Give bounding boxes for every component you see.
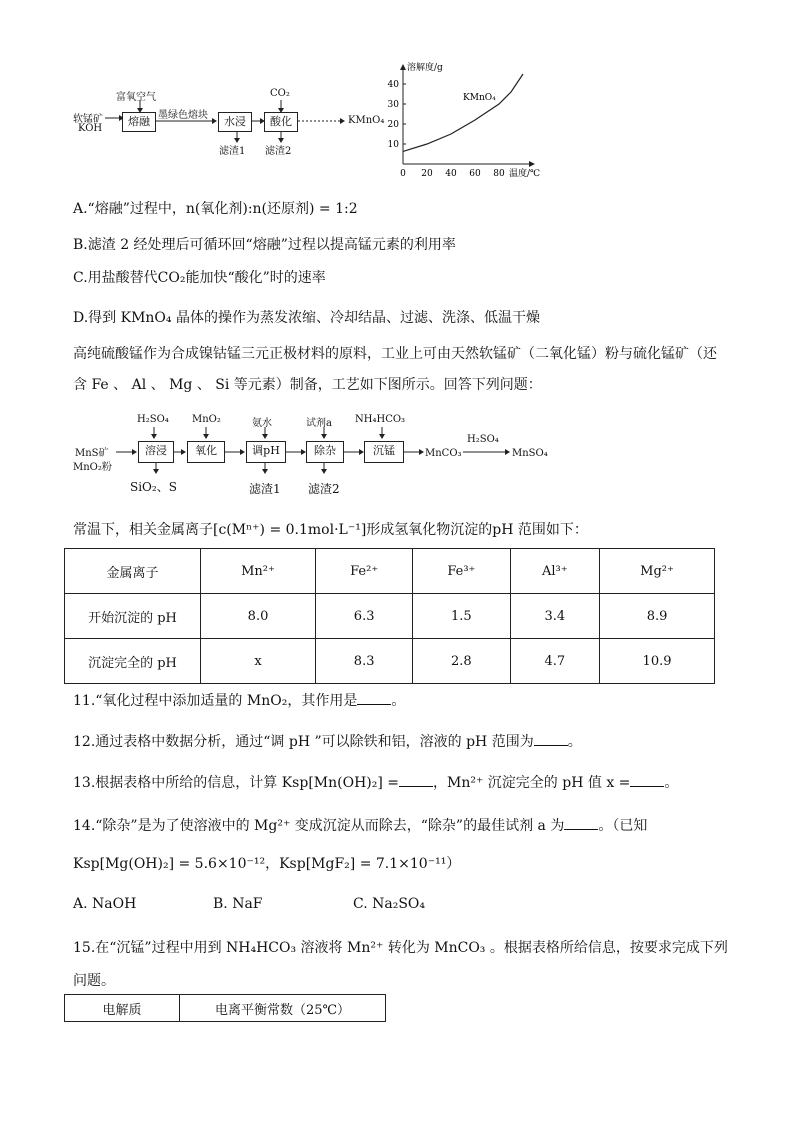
ph-table-header-row [65,549,715,594]
ph-table-header-cell: Fe³⁺ [413,549,510,594]
flow2-reagent1-arrow [150,427,158,441]
question-14 [73,815,647,835]
question-11-end: 。 [391,693,406,709]
question-15-line-1: 15.在“沉锰”过程中用到 NH₄HCO₃ 溶液将 Mn²⁺ 转化为 MnCO₃ 。根据表格所给信息，按要求完成下列 [73,940,728,956]
ph-table-cell: x [201,639,316,684]
flow1-air-label: 富氧空气 [116,92,156,103]
answer-blank[interactable] [399,774,433,787]
flow2-reagent-h2so4: H₂SO₄ [137,414,169,425]
flow1-input-1: 软锰矿 [73,114,103,125]
flow2-reagent5-arrow [378,427,386,441]
question-13 [73,772,678,792]
intro-line-2: 含 Fe 、 Al 、 Mg 、 Si 等元素）制备，工艺如下图所示。回答下列问题： [73,377,542,393]
flow2-step-dissolve: 溶浸 [138,441,174,463]
solubility-chart [378,62,548,187]
answer-blank[interactable] [357,692,391,705]
flow2-arrow-3 [285,446,307,458]
question-12-end: 。 [567,734,582,750]
flow1-step-acidify: 酸化 [264,112,298,132]
flow1-input-2: KOH [78,123,103,134]
x-axis-arrow [529,161,535,167]
ph-table-cell: 8.3 [316,639,413,684]
flow1-intermediate: 墨绿色熔块 [158,110,208,121]
flow2-final-product: MnSO₄ [512,448,548,459]
question-15-line-2: 问题。 [73,973,115,989]
question-14-text-a: 14.“除杂”是为了使溶液中的 Mg²⁺ 变成沉淀从而除去，“除杂”的最佳试剂 a 为 [73,818,565,834]
question-14-option-c: C. Na₂SO₄ [353,896,426,912]
ph-table-cell: 1.5 [413,594,510,639]
y-axis-arrow [400,64,406,70]
flow1-product: KMnO₄ [348,115,385,126]
question-11-text: 11.“氧化过程中添加适量的 MnO₂，其作用是 [73,693,358,709]
flow2-reagent-mno2: MnO₂ [192,414,221,425]
flow2-arrow-5 [403,446,425,458]
y-tick-label: 40 [387,80,399,90]
option-d: D.得到 KMnO₄ 晶体的操作为蒸发浓缩、冷却结晶、过滤、洗涤、低温干燥 [73,310,540,326]
flow2-mid-product: MnCO₃ [425,448,462,459]
electrolyte-table [64,994,386,1022]
flow2-reagent-ammonia: 氨水 [252,418,272,429]
condition-text: 常温下，相关金属离子[c(Mⁿ⁺) = 0.1mol·L⁻¹]形成氢氧化物沉淀的pH 范围如下： [73,522,588,538]
flow1-co2-label: CO₂ [270,88,290,99]
x-axis-label: 温度/℃ [509,169,541,179]
flow2-out3-arrow [261,462,269,476]
ph-table-header-cell: Mg²⁺ [600,549,715,594]
ph-table-header-cell: 金属离子 [65,549,201,594]
x-tick-label: 80 [493,169,505,179]
flow2-arrow-2 [224,446,246,458]
ph-table-cell: 3.4 [510,594,600,639]
question-13-end: 。 [664,775,679,791]
flow2-out-3: 滤渣1 [249,482,281,496]
flow2-arrow-6 [463,446,511,458]
flow2-reagent-nh4hco3: NH₄HCO₃ [355,414,406,425]
ph-table-cell: 4.7 [510,639,600,684]
option-c: C.用盐酸替代CO₂能加快“酸化”时的速率 [73,270,326,286]
ph-table-header-cell: Fe²⁺ [316,549,413,594]
flow2-arrow-4 [343,446,365,458]
question-14-option-b: B. NaF [213,896,263,912]
flow2-step-adjust-ph: 调pH [246,441,286,463]
flow1-residue-1: 滤渣1 [219,146,246,157]
ph-table-cell: 6.3 [316,594,413,639]
flow2-out1-arrow [152,462,160,476]
flow2-reagent2-arrow [202,427,210,441]
flow2-step-oxidize: 氧化 [187,441,225,463]
question-11 [73,690,405,710]
question-12-text: 12.通过表格中数据分析，通过“调 pH ”可以除铁和铝，溶液的 pH 范围为 [73,734,534,750]
flow2-arrow-in [116,446,138,458]
y-axis-label: 溶解度/g [407,63,443,73]
x-tick-label: 60 [469,169,481,179]
x-tick-label: 20 [421,169,433,179]
answer-blank[interactable] [534,733,568,746]
answer-blank[interactable] [564,817,598,830]
ph-table-cell: 沉淀完全的 pH [65,639,201,684]
question-13-text-b: ，Mn²⁺ 沉淀完全的 pH 值 x = [433,775,631,791]
electrolyte-table-header-cell: 电离平衡常数（25℃） [180,995,386,1022]
y-tick-label: 30 [387,100,399,110]
ph-table-header-cell: Al³⁺ [510,549,600,594]
flow2-step-precipitate: 沉锰 [364,441,404,463]
series-label: KMnO₄ [463,93,496,103]
series-line-kmno4 [403,74,523,151]
ph-table-row [65,639,715,684]
ph-table-row [65,594,715,639]
intro-line-1: 高纯硫酸锰作为合成镍钴锰三元正极材料的原料，工业上可由天然软锰矿（二氧化锰）粉与硫化锰矿（还 [73,346,717,362]
flow1-step-leach: 水浸 [218,112,252,132]
electrolyte-table-header-cell: 电解质 [65,995,180,1022]
flow2-step-purify: 除杂 [306,441,344,463]
flow1-dotted-arrow [298,115,346,127]
question-13-text-a: 13.根据表格中所给的信息，计算 Ksp[Mn(OH)₂] = [73,775,399,791]
question-12 [73,731,582,751]
x-tick-label: 0 [400,169,406,179]
option-a: A.“熔融”过程中，n(氧化剂):n(还原剂) = 1:2 [73,201,358,217]
question-14-option-a: A. NaOH [73,896,137,912]
y-tick-label: 20 [387,120,399,130]
ph-table-cell: 8.0 [201,594,316,639]
flow1-arrow-2 [156,115,218,127]
flow2-reagent-h2so4-2: H₂SO₄ [467,434,499,445]
flow2-out-4: 滤渣2 [308,482,340,496]
x-tick-label: 40 [445,169,457,179]
ph-table-cell: 开始沉淀的 pH [65,594,201,639]
ph-table-cell: 8.9 [600,594,715,639]
flow2-input-2: MnO₂粉 [73,462,112,473]
ph-table [64,548,715,684]
question-14-text-b: 。（已知 [598,818,648,834]
flow2-reagent4-arrow [320,427,328,441]
flow2-arrow-1 [173,446,187,458]
electrolyte-table-header-row [65,995,386,1022]
flow2-reagent3-arrow [261,427,269,441]
flow2-input-1: MnS矿 [75,448,109,459]
flow2-out4-arrow [320,462,328,476]
ph-table-header-cell: Mn²⁺ [201,549,316,594]
question-14-ksp: Ksp[Mg(OH)₂] = 5.6×10⁻¹²，Ksp[MgF₂] = 7.1×10⁻¹¹） [73,856,461,872]
flow2-out-1: SiO₂、S [130,480,177,494]
flow1-step-melt: 熔融 [122,112,156,132]
y-tick-label: 10 [387,140,399,150]
flow2-reagent-a: 试剂a [306,418,332,429]
ph-table-cell: 10.9 [600,639,715,684]
option-b: B.滤渣 2 经处理后可循环回“熔融”过程以提高锰元素的利用率 [73,237,456,253]
flow1-residue-2: 滤渣2 [265,146,292,157]
ph-table-cell: 2.8 [413,639,510,684]
answer-blank[interactable] [630,774,664,787]
